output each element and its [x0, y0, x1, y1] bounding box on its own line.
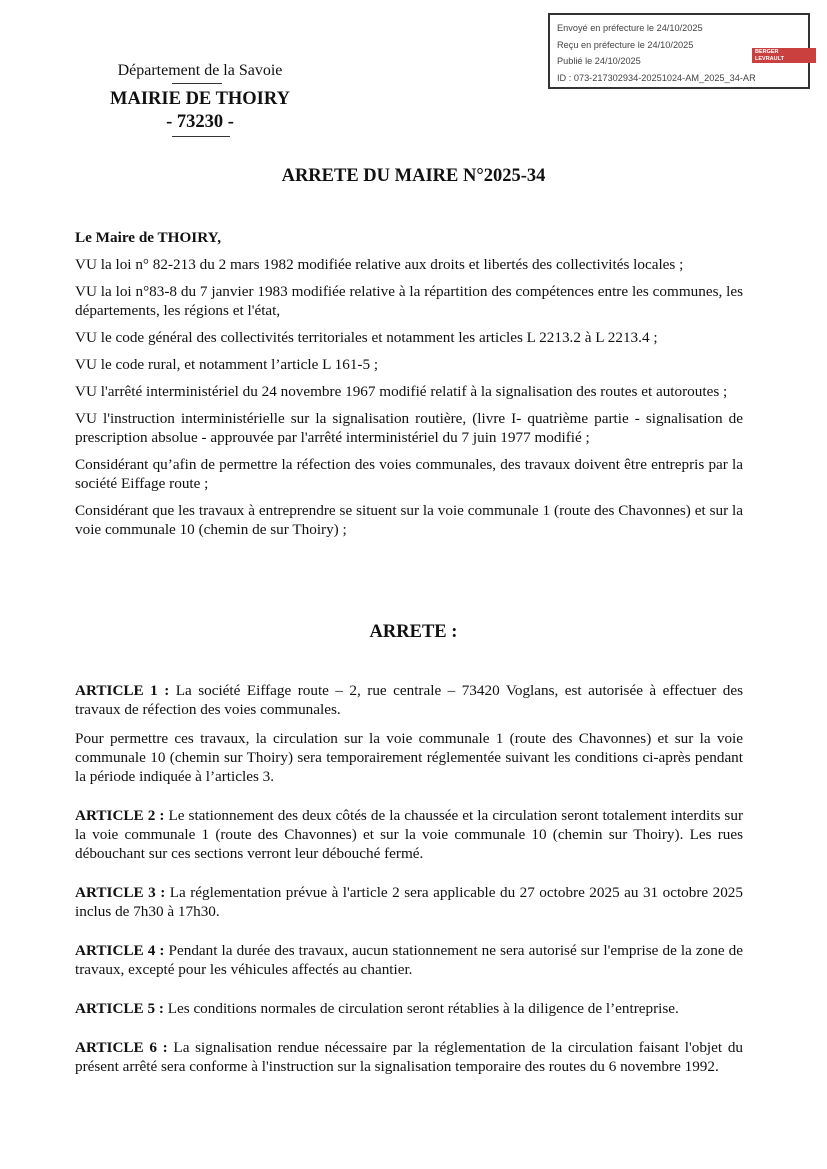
article-1-continuation: Pour permettre ces travaux, la circulation sur la voie communale 1 (route des Chavonnes) et sur la voie communale 10 (chemin sur Thoiry) sera temporairement réglementée suivant les conditions ci-après pendant la période indiquée à l’articles 3.: [75, 730, 743, 785]
article-1: ARTICLE 1 : La société Eiffage route – 2, rue centrale – 73420 Voglans, est autorisée à effectuer des travaux de réfection des voies communales.: [75, 682, 743, 718]
stamp-recu: Reçu en préfecture le 24/10/2025: [557, 39, 694, 50]
preamble-item: VU le code général des collectivités territoriales et notamment les articles L 2213.2 à L 2213.4 ;: [75, 329, 658, 346]
preamble: [75, 228, 743, 547]
document-title: ARRETE DU MAIRE N°2025-34: [281, 166, 546, 186]
preamble-item: Considérant qu’afin de permettre la réfection des voies communales, des travaux doivent être entrepris par la société Eiffage route ;: [75, 456, 743, 492]
departement-label: Département de la Savoie: [117, 62, 283, 79]
header-divider-bottom: [172, 136, 230, 137]
mairie-name: MAIRIE DE THOIRY: [110, 89, 290, 109]
preamble-item: VU l'arrêté interministériel du 24 novembre 1967 modifié relatif à la signalisation des routes et autoroutes ;: [75, 383, 728, 400]
article-3: ARTICLE 3 : La réglementation prévue à l'article 2 sera applicable du 27 octobre 2025 au 31 octobre 2025 inclus de 7h30 à 17h30.: [75, 884, 743, 920]
article-5: ARTICLE 5 : Les conditions normales de circulation seront rétablies à la diligence de l’entreprise.: [75, 1000, 679, 1017]
articles: [75, 681, 743, 1076]
preamble-item: VU l'instruction interministérielle sur la signalisation routière, (livre I- quatrième partie - signalisation de prescription absolue - approuvée par l'arrêté interministériel du 7 juin 1977 modifié ;: [75, 410, 743, 446]
preamble-intro: Le Maire de THOIRY,: [75, 229, 221, 246]
mairie-header: [90, 60, 310, 134]
arrete-heading: ARRETE :: [369, 622, 458, 642]
article-6: ARTICLE 6 : La signalisation rendue nécessaire par la réglementation de la circulation faisant l'objet du présent arrêté sera conforme à l'instruction sur la signalisation temporaire des routes du 6 novembre 1992.: [75, 1039, 744, 1075]
header-divider-top: [172, 83, 222, 84]
preamble-item: VU le code rural, et notamment l’article L 161-5 ;: [75, 356, 379, 373]
berger-levrault-logo: BERGER LEVRAULT: [752, 48, 816, 63]
preamble-item: Considérant que les travaux à entreprendre se situent sur la voie communale 1 (route des Chavonnes) et sur la voie communale 10 (chemin de sur Thoiry) ;: [75, 502, 743, 538]
article-2: ARTICLE 2 : Le stationnement des deux côtés de la chaussée et la circulation seront totalement interdits sur la voie communale 1 (route des Chavonnes) et sur la voie communale 10 (chemin sur Thoiry). Les rues débouchant sur ces sections verront leur débouché fermé.: [75, 807, 743, 862]
prefecture-stamp: [548, 13, 810, 89]
stamp-id: ID : 073-217302934-20251024-AM_2025_34-AR: [557, 72, 756, 83]
preamble-item: VU la loi n°83-8 du 7 janvier 1983 modifiée relative à la répartition des compétences entre les communes, les départements, les régions et l'état,: [75, 283, 743, 319]
stamp-publie: Publié le 24/10/2025: [557, 56, 641, 66]
postal-code: - 73230 -: [166, 112, 234, 132]
preamble-item: VU la loi n° 82-213 du 2 mars 1982 modifiée relative aux droits et libertés des collectivités locales ;: [75, 256, 684, 273]
article-4: ARTICLE 4 : Pendant la durée des travaux, aucun stationnement ne sera autorisé sur l'emprise de la zone de travaux, excepté pour les véhicules affectés au chantier.: [75, 942, 743, 978]
stamp-envoye: Envoyé en préfecture le 24/10/2025: [557, 23, 703, 33]
